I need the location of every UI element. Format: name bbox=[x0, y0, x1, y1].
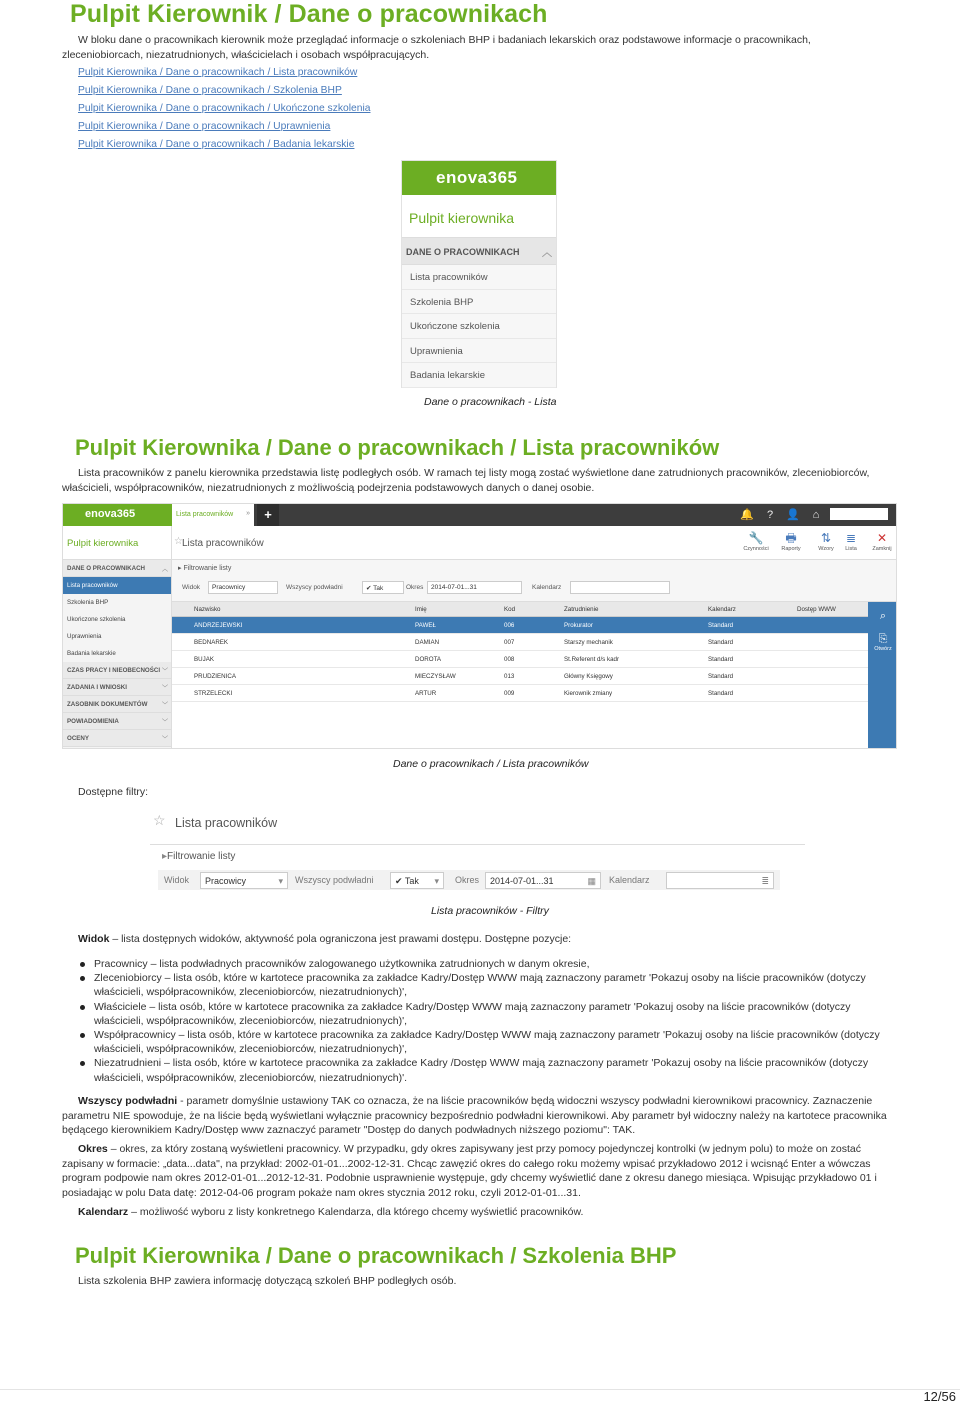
chevron-icon: ︿ bbox=[161, 567, 168, 573]
chevron-icon: ﹀ bbox=[161, 737, 168, 743]
sidebar-group-zadania[interactable]: ZADANIA I WNIOSKI ﹀ bbox=[63, 679, 171, 696]
link-lista-pracownikow[interactable]: Pulpit Kierownika / Dane o pracownikach / Lista pracowników bbox=[78, 67, 358, 78]
sidebar-group-dane[interactable] bbox=[402, 237, 556, 265]
sidebar-group-powiadomienia[interactable]: POWIADOMIENIA ﹀ bbox=[63, 713, 171, 730]
filter-toggle[interactable]: ▸Filtrowanie listy bbox=[162, 851, 236, 862]
link-ukonczone-szkolenia[interactable]: Pulpit Kierownika / Dane o pracownikach / Ukończone szkolenia bbox=[78, 103, 371, 114]
pulpit-title: Pulpit kierownika bbox=[402, 195, 556, 237]
sidebar-item-badania[interactable]: Badania lekarskie bbox=[67, 650, 116, 657]
filter-panel bbox=[172, 560, 897, 602]
caption-1: Dane o pracownikach - Lista bbox=[424, 396, 557, 408]
wszyscy-toggle[interactable]: ✔ Tak bbox=[362, 581, 404, 594]
caption-2: Dane o pracownikach / Lista pracowników bbox=[393, 758, 589, 770]
kalendarz-select[interactable] bbox=[570, 581, 670, 594]
open-icon[interactable]: ⎘ bbox=[878, 633, 888, 645]
filter-kalendarz-label: Kalendarz bbox=[532, 584, 562, 591]
wszyscy-paragraph: Wszyscy podwładni - parametr domyślnie ustawiony TAK co oznacza, że na liście pracowników będą widoczni wszyscy podwładni kierownikowi pracownicy. Zaznaczenie parametru NIE spowoduje, że na liście będą wyświetlani wyłącznie pracownicy bezpośrednio podwładni kierownikowi. Aby parametr był widoczny należy na kartotece pracownika będącego kierownikiem Kadry/Dostęp www zaznaczyć parametr "Dostęp do danych podwładnych niższego poziomu": TAK. bbox=[62, 1095, 887, 1137]
table-row[interactable]: STRZELECKI ARTUR 009 Kierownik zmiany Standard bbox=[172, 685, 868, 702]
list-icon: ≣ bbox=[845, 531, 857, 545]
col-imie[interactable]: Imię bbox=[415, 606, 427, 613]
list-item: Niezatrudnieni – lista osób, które w kartotece pracownika za zakładce Kadry /Dostęp WWW mają zaznaczony parametr 'Pokazuj osoby na liście pracowników (dotyczy właścicieli, współpracowników, zleceniobiorców, niezatrudnionych)'. bbox=[80, 1056, 900, 1084]
table-row[interactable]: BUJAK DOROTA 008 St.Referent d/s kadr Standard bbox=[172, 651, 868, 668]
sort-icon: ⇅ bbox=[820, 531, 832, 545]
widok-paragraph: Widok – lista dostępnych widoków, aktywność pola ograniczona jest prawami dostępu. Dostępne pozycje: bbox=[78, 933, 572, 945]
okres-input[interactable]: 2014-07-01...31 ▦ bbox=[485, 872, 601, 889]
lista-button[interactable]: ≣ Lista bbox=[836, 530, 866, 558]
app-sidebar bbox=[63, 526, 172, 749]
sidebar-item-uprawnienia[interactable]: Uprawnienia bbox=[402, 339, 556, 364]
star-icon[interactable]: ☆ bbox=[153, 812, 166, 828]
table-header bbox=[172, 602, 868, 617]
widok-options-list bbox=[80, 957, 900, 1085]
czynnosci-button[interactable]: 🔧 Czynności bbox=[741, 530, 771, 558]
calendar-icon: ▦ bbox=[587, 876, 596, 886]
chevron-icon: ﹀ bbox=[161, 669, 168, 675]
home-icon[interactable]: ⌂ bbox=[812, 509, 820, 521]
list-header bbox=[172, 526, 897, 560]
wzory-button[interactable]: ⇅ Wzory bbox=[811, 530, 841, 558]
filter-widok-label: Widok bbox=[182, 584, 201, 591]
bell-icon[interactable]: 🔔 bbox=[740, 509, 754, 521]
widok-select[interactable]: Pracownicy bbox=[208, 581, 278, 594]
section-heading-lista: Pulpit Kierownika / Dane o pracownikach / Lista pracowników bbox=[75, 435, 720, 460]
list-title: Lista pracowników bbox=[182, 538, 264, 549]
wrench-icon: 🔧 bbox=[748, 531, 764, 545]
widok-label: Widok bbox=[164, 875, 190, 885]
filters-title: Lista pracowników bbox=[175, 816, 278, 830]
search-icon[interactable]: ⌕ bbox=[879, 610, 887, 622]
check-icon: ✔ bbox=[395, 876, 403, 886]
filters-screenshot bbox=[150, 808, 810, 892]
page-title: Pulpit Kierownik / Dane o pracownikach bbox=[70, 0, 548, 28]
col-kod[interactable]: Kod bbox=[504, 606, 516, 613]
list-icon: ≣ bbox=[761, 876, 769, 886]
sidebar-item-szkolenia[interactable]: Szkolenia BHP bbox=[402, 290, 556, 315]
pulpit-title: Pulpit kierownika bbox=[63, 526, 171, 560]
filter-okres-label: Okres bbox=[406, 584, 424, 591]
list-item: Pracownicy – lista podwładnych pracowników zalogowanego użytkownika zatrudnionych w danym okresie, bbox=[80, 957, 900, 971]
chevron-icon: ﹀ bbox=[161, 703, 168, 709]
chevron-icon: ﹀ bbox=[161, 686, 168, 692]
chevron-up-icon: ︿ bbox=[542, 248, 552, 259]
open-label[interactable]: Otwórz bbox=[874, 646, 892, 652]
sidebar-group-zasobnik[interactable]: ZASOBNIK DOKUMENTÓW ﹀ bbox=[63, 696, 171, 713]
filter-wszyscy-label: Wszyscy podwładni bbox=[286, 584, 343, 591]
printer-icon: 🖶 bbox=[785, 531, 797, 545]
sidebar-group-dane[interactable]: DANE O PRACOWNIKACH ︿ bbox=[63, 560, 171, 577]
list-item: Współpracownicy – lista osób, które w kartotece pracownika za zakładce Kadry/Dostęp WWW mają zaznaczony parametr 'Pokazuj osoby na liście pracowników (dotyczy właścicieli, współpracowników, zleceniobiorców, niezatrudnionych)', bbox=[80, 1028, 900, 1056]
search-input[interactable] bbox=[830, 508, 888, 520]
add-tab-button[interactable]: + bbox=[257, 504, 279, 526]
sidebar-item-uprawnienia[interactable]: Uprawnienia bbox=[67, 633, 102, 640]
wszyscy-label: Wszyscy podwładni bbox=[295, 875, 374, 885]
sidebar-group-czas[interactable]: CZAS PRACY I NIEOBECNOŚCI ﹀ bbox=[63, 662, 171, 679]
section-text-szkolenia: Lista szkolenia BHP zawiera informację dotyczącą szkoleń BHP podległych osób. bbox=[78, 1275, 457, 1287]
widok-select[interactable]: Pracowicy ▾ bbox=[200, 872, 288, 889]
link-badania-lekarskie[interactable]: Pulpit Kierownika / Dane o pracownikach / Badania lekarskie bbox=[78, 139, 355, 150]
caption-3: Lista pracowników - Filtry bbox=[431, 905, 549, 917]
kalendarz-select[interactable] bbox=[666, 872, 774, 889]
col-dostep[interactable]: Dostęp WWW bbox=[797, 606, 836, 613]
right-action-bar bbox=[868, 602, 897, 749]
kalendarz-label: Kalendarz bbox=[609, 875, 650, 885]
sidebar-group-oceny[interactable]: OCENY ﹀ bbox=[63, 730, 171, 747]
col-kalendarz[interactable]: Kalendarz bbox=[708, 606, 736, 613]
close-icon: ✕ bbox=[876, 531, 888, 545]
filter-bar bbox=[158, 870, 780, 890]
sidebar-item-lista[interactable]: Lista pracowników bbox=[402, 265, 556, 290]
chevron-down-icon: ▾ bbox=[278, 876, 283, 886]
enova-logo: enova365 bbox=[402, 161, 556, 195]
sidebar-item-lista[interactable]: Lista pracowników bbox=[63, 577, 171, 594]
star-icon[interactable]: ☆ bbox=[174, 536, 183, 547]
section-text-lista: Lista pracowników z panelu kierownika przedstawia listę podległych osób. W ramach tej listy mogą zostać wyświetlone dane zatrudnionych pracowników, zleceniobiorców, właścicieli, współpracowników, niezatrudnionych z możliwością podejrzenia podstawowych danych o danej osobie. bbox=[62, 467, 870, 494]
sidebar-item-ukonczone[interactable]: Ukończone szkolenia bbox=[402, 314, 556, 339]
raporty-button[interactable]: 🖶 Raporty bbox=[776, 530, 806, 558]
enova-logo: enova365 bbox=[63, 504, 172, 526]
okres-label: Okres bbox=[455, 875, 480, 885]
section-heading-szkolenia: Pulpit Kierownika / Dane o pracownikach / Szkolenia BHP bbox=[75, 1243, 677, 1268]
filter-title[interactable]: ▸ Filtrowanie listy bbox=[178, 565, 232, 572]
col-nazwisko[interactable]: Nazwisko bbox=[194, 606, 221, 613]
employee-table bbox=[172, 602, 868, 749]
link-szkolenia-bhp[interactable]: Pulpit Kierownika / Dane o pracownikach / Szkolenia BHP bbox=[78, 85, 342, 96]
link-uprawnienia[interactable]: Pulpit Kierownika / Dane o pracownikach / Uprawnienia bbox=[78, 121, 331, 132]
app-screenshot bbox=[62, 503, 897, 749]
sidebar-group-label: DANE O PRACOWNIKACH bbox=[406, 247, 520, 257]
list-item: Właściciele – lista osób, które w kartotece pracownika za zakładce Kadry/Dostęp WWW mają zaznaczony parametr 'Pokazuj osoby na liście pracowników (dotyczy właścicieli, współpracowników, zleceniobiorców, niezatrudnionych)', bbox=[80, 1000, 900, 1028]
chevron-icon: ﹀ bbox=[161, 720, 168, 726]
tab-close-icon[interactable]: » bbox=[246, 510, 250, 517]
sidebar-item-szkolenia[interactable]: Szkolenia BHP bbox=[67, 599, 109, 606]
sidebar-item-ukonczone[interactable]: Ukończone szkolenia bbox=[67, 616, 126, 623]
table-row[interactable]: PRUDZIENICA MIECZYSŁAW 013 Główny Księgowy Standard bbox=[172, 668, 868, 685]
user-icon[interactable]: 👤 bbox=[786, 509, 800, 521]
col-zatrudnienie[interactable]: Zatrudnienie bbox=[564, 606, 599, 613]
table-row[interactable]: ANDRZEJEWSKI PAWEŁ 006 Prokurator Standard bbox=[172, 617, 868, 634]
okres-paragraph: Okres – okres, za który zostaną wyświetleni pracownicy. W przypadku, gdy okres zapisywany jest przy pomocy pojedynczej kontrolki (w jednym polu) to może on zostać zapisany w formacie: „data...data", na przykład: 2002-01-01...2002-12-31. Chcąc zawęzić okres do całego roku możemy wpisać przykładowo 2012 i wcisnąć Enter a wówczas program podpowie nam okres 2012-01-01...2012-12-31. Podobnie usprawnienie występuje, gdy chcemy wyświetlić dane z okresu danego miesiąca. Wpisując przykładowo 01 i posiadając w polu Data datę: 2012-04-06 program pokaże nam okres stycznia 2012 roku, czyli 2012-01-01...31. bbox=[62, 1143, 877, 1199]
kalendarz-paragraph: Kalendarz – możliwość wyboru z listy konkretnego Kalendarza, dla którego chcemy wyświetlić pracowników. bbox=[78, 1206, 584, 1218]
help-icon[interactable]: ? bbox=[766, 509, 774, 521]
okres-input[interactable]: 2014-07-01...31 bbox=[427, 581, 522, 594]
filters-intro: Dostępne filtry: bbox=[78, 786, 149, 798]
tab-lista-pracownikow[interactable]: Lista pracowników » bbox=[172, 504, 254, 526]
table-row[interactable]: BEDNAREK DAMIAN 007 Starszy mechanik Standard bbox=[172, 634, 868, 651]
zamknij-button[interactable]: ✕ Zamknij bbox=[867, 530, 897, 558]
sidebar-screenshot bbox=[401, 160, 557, 388]
sidebar-item-badania[interactable]: Badania lekarskie bbox=[402, 363, 556, 388]
list-item: Zleceniobiorcy – lista osób, które w kartotece pracownika za zakładce Kadry/Dostęp WWW mają zaznaczony parametr 'Pokazuj osoby na liście pracowników (dotyczy właścicieli, współpracowników, zleceniobiorców, niezatrudnionych)', bbox=[80, 971, 900, 999]
intro-text: W bloku dane o pracownikach kierownik może przeglądać informacje o szkoleniach BHP i badaniach lekarskich oraz podstawowe informacje o pracownikach, zleceniobiorcach, niezatrudnionych, właścicielach i osobach współpracujących. bbox=[62, 34, 811, 61]
page-number: 12/56 bbox=[923, 1389, 956, 1403]
wszyscy-toggle[interactable]: ✔ Tak ▾ bbox=[390, 872, 444, 889]
